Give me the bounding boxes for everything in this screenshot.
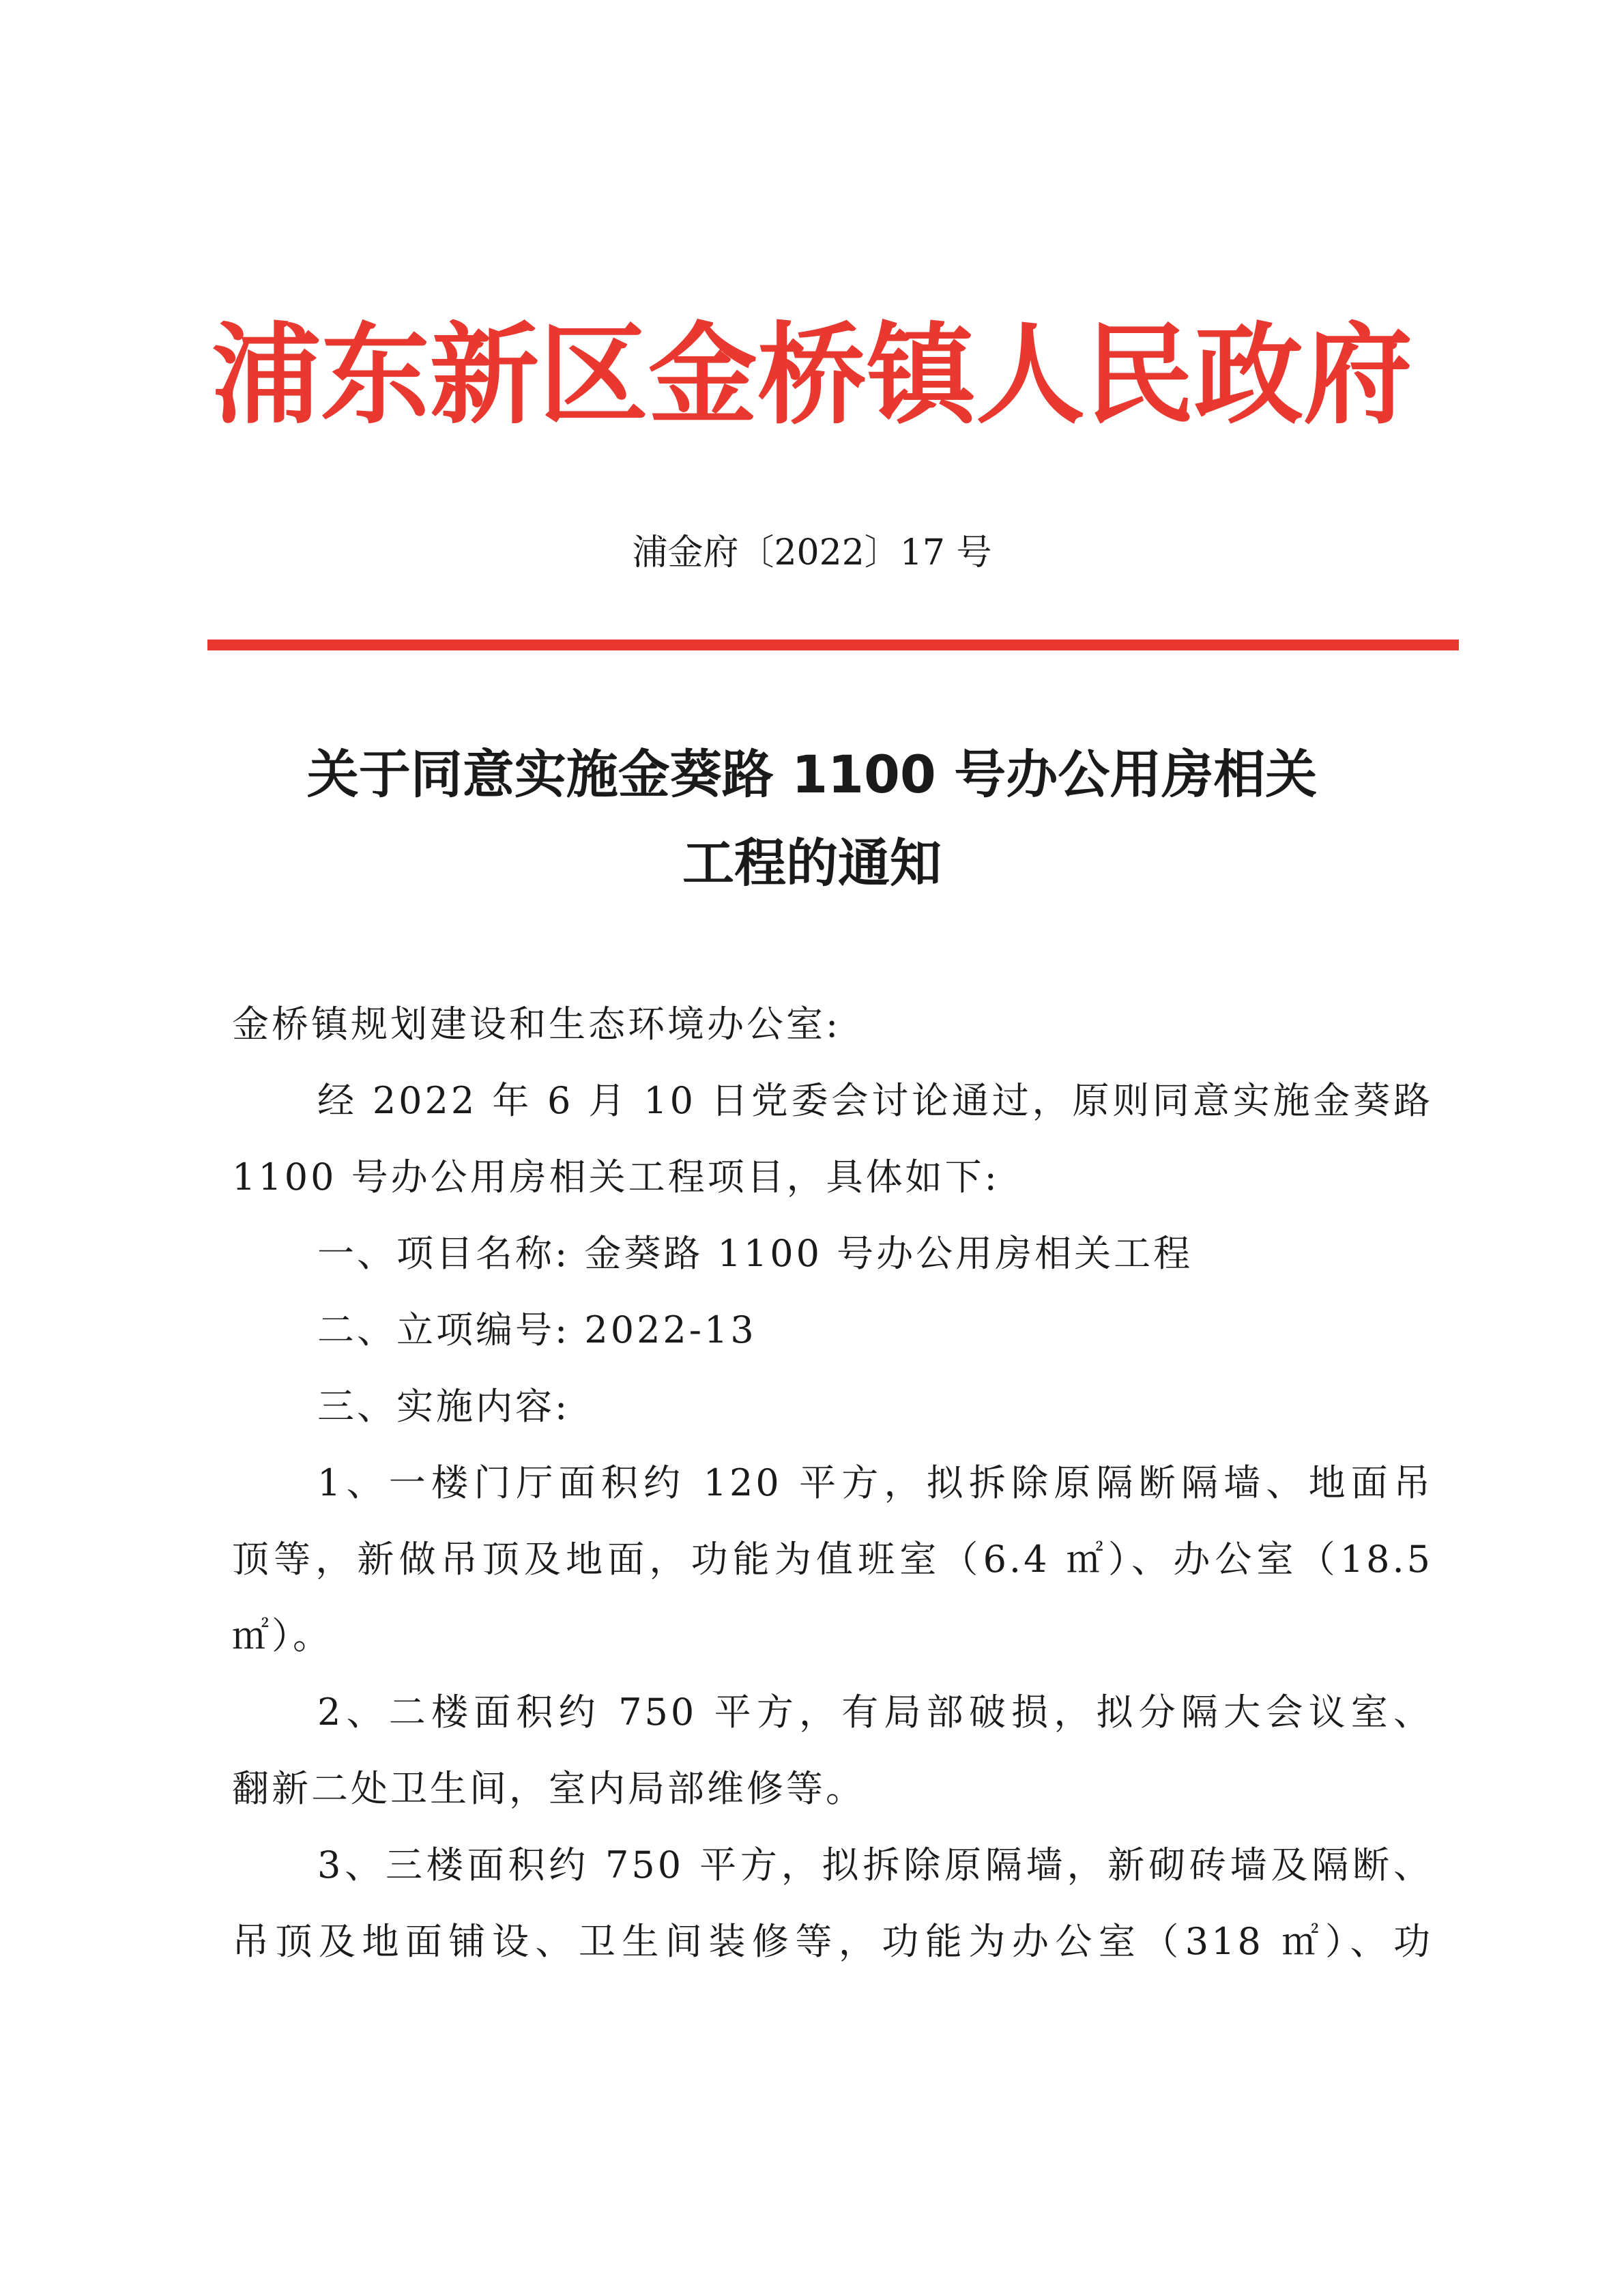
title-line-2: 工程的通知: [682, 833, 942, 893]
content-1-line-3: ㎡）。: [232, 1614, 332, 1657]
content-1-line-2: 顶等，新做吊顶及地面，功能为值班室（6.4 ㎡）、办公室（18.5: [232, 1538, 1433, 1581]
document-number: 浦金府〔2022〕17 号: [632, 532, 992, 573]
red-divider: [207, 640, 1459, 650]
letterhead: 浦东新区金桥镇人民政府: [211, 311, 1412, 439]
item-project-number: 二、立项编号: 2022-13: [317, 1308, 757, 1351]
content-2-line-1: 2、二楼面积约 750 平方，有局部破损，拟分隔大会议室、: [317, 1691, 1433, 1734]
title-line-1: 关于同意实施金葵路 1100 号办公用房相关: [306, 744, 1318, 805]
paragraph-intro-line-2: 1100 号办公用房相关工程项目，具体如下:: [232, 1156, 1000, 1199]
content-1-line-1: 1、一楼门厅面积约 120 平方，拟拆除原隔断隔墙、地面吊: [317, 1461, 1433, 1504]
content-2-line-2: 翻新二处卫生间，室内局部维修等。: [232, 1767, 865, 1810]
content-3-line-1: 3、三楼面积约 750 平方，拟拆除原隔墙，新砌砖墙及隔断、: [317, 1843, 1433, 1886]
item-project-name: 一、项目名称: 金葵路 1100 号办公用房相关工程: [317, 1232, 1193, 1275]
addressee: 金桥镇规划建设和生态环境办公室:: [232, 1003, 841, 1046]
item-content-heading: 三、实施内容:: [317, 1385, 570, 1428]
document-body: [232, 986, 1433, 1980]
paragraph-intro-line-1: 经 2022 年 6 月 10 日党委会讨论通过，原则同意实施金葵路: [317, 1079, 1433, 1122]
document-title: [205, 730, 1419, 908]
content-3-line-2: 吊顶及地面铺设、卫生间装修等，功能为办公室（318 ㎡）、功: [232, 1920, 1433, 1963]
